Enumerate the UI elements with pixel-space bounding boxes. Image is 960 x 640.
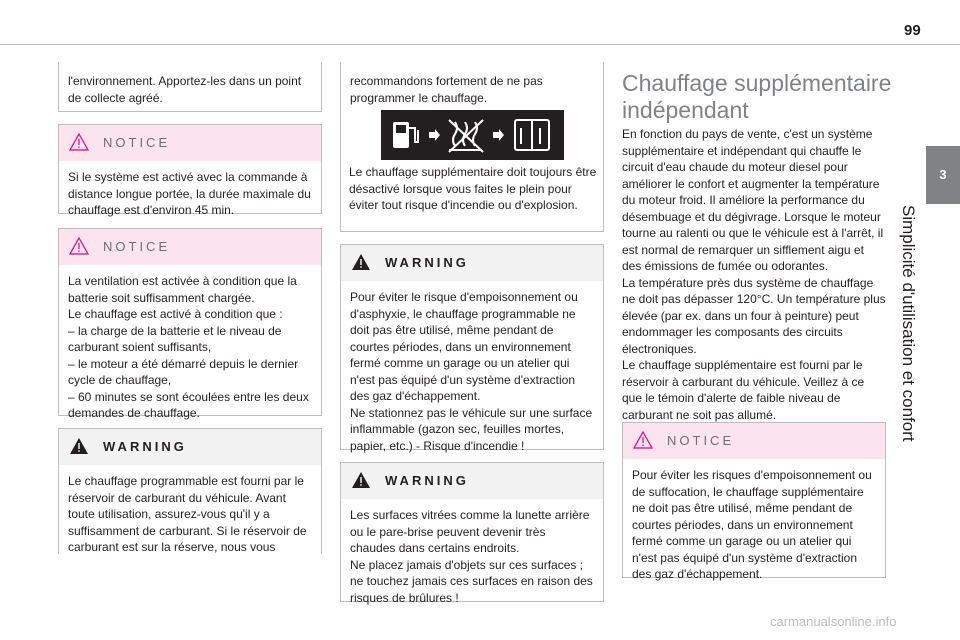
notice-header xyxy=(59,125,321,161)
notice-text: Si le système est activé avec la commande à distance longue portée, la durée maximale du chauffage est d'environ 45 min. xyxy=(68,170,311,217)
refuelling-pictogram xyxy=(381,110,564,160)
intro-text: l'environnement. Apportez-les dans un point de collecte agréé. xyxy=(68,74,302,105)
refuel-text: Le chauffage supplémentaire doit toujours être désactivé lorsque vous faites le plein pour éviter tout risque d'incendie ou d'explosion. xyxy=(349,165,597,212)
warning-box-3 xyxy=(340,462,604,605)
warning-header xyxy=(341,463,603,499)
chapter-title xyxy=(891,205,925,452)
warning-text: Le chauffage programmable est fourni par le réservoir de carburant du véhicule. Avant toute utilisation, assurez-vous qu'il y a suffisamment de carburant. Si le réservoir de carburant est sur la réserve, nous vous xyxy=(68,474,307,554)
continued-text: recommandons fortement de ne pas programmer le chauffage. xyxy=(350,74,543,105)
section-heading: Chauffage supplémentaire indépendant xyxy=(622,70,892,123)
warning-line: Ne placez jamais d'objets sur ces surfaces ; ne touchez jamais ces surfaces en raison des risques de brûlures ! xyxy=(350,557,593,605)
warning-line: Pour éviter le risque d'empoisonnement ou d'asphyxie, le chauffage programmable ne doit pas être utilisé, même pendant de courtes périodes, dans un environnement fermé comme un garage ou un atelier qui n'est pas équipé d'un système d'extraction des gaz d'échappement. xyxy=(350,290,578,403)
warning-triangle-icon xyxy=(69,133,89,151)
pictogram-svg xyxy=(381,110,564,160)
chapter-tab[interactable]: 3 xyxy=(926,146,960,204)
chapter-title-text: Simplicité d'utilisation et confort xyxy=(899,205,918,442)
arrow-icon xyxy=(493,129,504,141)
paragraph: Le chauffage supplémentaire est fourni par le réservoir à carburant du véhicule. Veillez à ce que le témoin d'alerte de faible niveau de carburant ne soit pas allumé. xyxy=(622,358,865,422)
intro-frame xyxy=(58,62,322,112)
warning-header xyxy=(341,245,603,281)
notice-text: Pour éviter les risques d'empoisonnement ou de suffocation, le chauffage supplémentaire ne doit pas être utilisé, même pendant de courtes périodes, dans un environnement fermé comme un garage ou un atelier qui n'est pas équipé d'un système d'extraction des gaz d'échappement. xyxy=(632,468,872,581)
warning-triangle-icon xyxy=(351,471,371,489)
warning-label: WARNING xyxy=(103,439,187,454)
warning-line: Les surfaces vitrées comme la lunette arrière ou le pare-brise peuvent devenir très chaudes dans certains endroits. xyxy=(350,508,590,555)
notice-line: – 60 minutes se sont écoulées entre les deux demandes de chauffage. xyxy=(68,389,309,420)
warning-triangle-icon xyxy=(633,431,653,449)
paragraph: En fonction du pays de vente, c'est un système supplémentaire et indépendant qui chauffe le circuit d'eau chaude du moteur diesel pour améliorer le confort et augmenter la température du moteur froid. Il améliore la performance du désembuage et du dégivrage. Lorsque le moteur tourne au ralenti ou que le véhicule est à l'arrêt, il est normal de remarquer un sifflement aigu et des émissions de fumée ou odorantes. xyxy=(622,127,884,273)
arrow-icon xyxy=(429,129,440,141)
page-number: 99 xyxy=(904,22,921,39)
notice-line: – la charge de la batterie et le niveau de carburant soient suffisants, xyxy=(68,323,282,354)
top-rule xyxy=(0,44,960,45)
warning-triangle-icon xyxy=(69,237,89,255)
fuel-pump-icon xyxy=(393,122,418,148)
warning-line: Ne stationnez pas le véhicule sur une surface inflammable (gazon sec, feuilles mortes, papier, etc.) - Risque d'incendie ! xyxy=(350,405,593,453)
notice-header xyxy=(623,423,885,459)
no-heating-icon xyxy=(449,120,483,152)
notice-label: NOTICE xyxy=(103,239,171,254)
notice-box-1 xyxy=(58,124,322,217)
notice-box-2 xyxy=(58,228,322,420)
paragraph: La température près dus système de chauffage ne doit pas dépasser 120°C. Un température plus élevée (par ex. dans un four à peinture) peut endommager les composants des circuits électroniques. xyxy=(622,275,886,356)
notice-label: NOTICE xyxy=(667,433,735,448)
notice-header xyxy=(59,229,321,265)
notice-box-3 xyxy=(622,422,886,581)
warning-label: WARNING xyxy=(385,473,469,488)
warning-box-2 xyxy=(340,244,604,453)
warning-box-1 xyxy=(58,428,322,554)
section-body xyxy=(622,126,886,423)
warning-triangle-icon xyxy=(69,437,89,455)
manual-book-icon xyxy=(515,120,549,150)
warning-label: WARNING xyxy=(385,255,469,270)
notice-line: – le moteur a été démarré depuis le dernier cycle de chauffage, xyxy=(68,356,299,387)
notice-line: La ventilation est activée à condition que la batterie soit suffisamment chargée. xyxy=(68,274,297,305)
warning-triangle-icon xyxy=(351,253,371,271)
notice-label: NOTICE xyxy=(103,135,171,150)
watermark: carmanualsonline.info xyxy=(770,614,897,629)
warning-header xyxy=(59,429,321,465)
notice-line: Le chauffage est activé à condition que : xyxy=(68,307,283,321)
